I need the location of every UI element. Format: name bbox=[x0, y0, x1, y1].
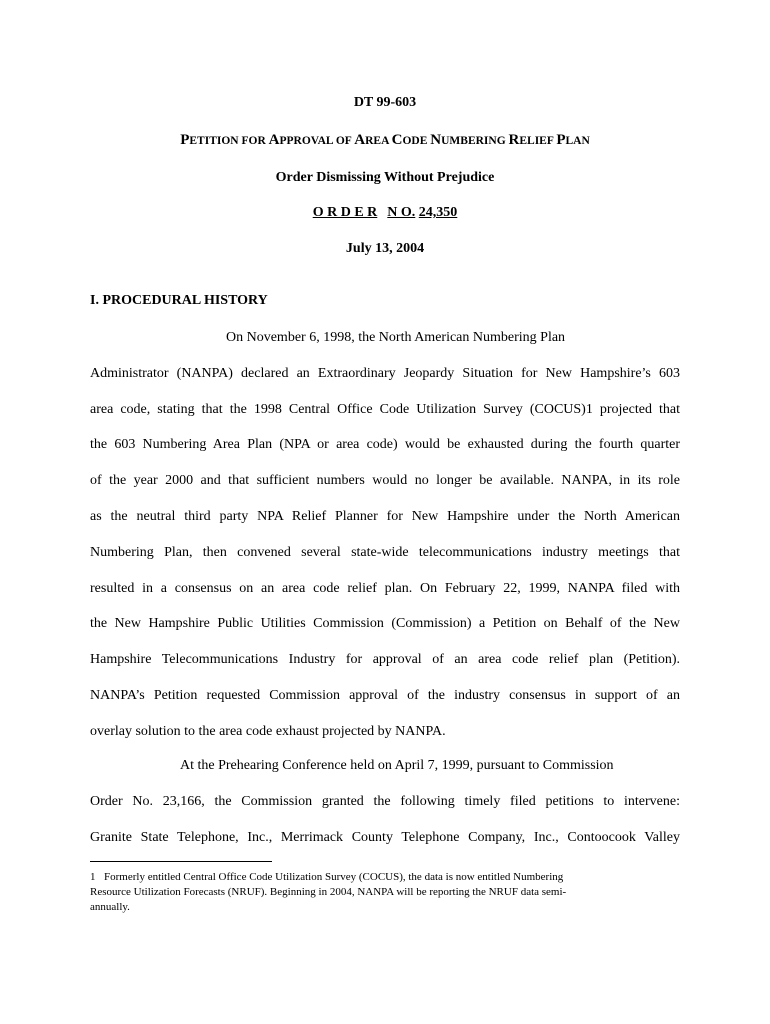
text-line: as the neutral third party NPA Relief Planner for New Hampshire under the North American bbox=[90, 508, 680, 524]
order-number: 24,350 bbox=[418, 205, 458, 220]
footnote-line: annually. bbox=[90, 901, 130, 913]
text-line: Hampshire Telecommunications Industry for approval of an area code relief plan (Petition). bbox=[90, 652, 680, 668]
text-line: of the year 2000 and that sufficient numbers would no longer be available. NANPA, in its role bbox=[90, 473, 680, 489]
text-line: Administrator (NANPA) declared an Extraordinary Jeopardy Situation for New Hampshire’s 603 bbox=[90, 365, 680, 381]
no-word: N O. bbox=[387, 205, 416, 220]
text-line: Granite State Telephone, Inc., Merrimack County Telephone Company, Inc., Contoocook Valley bbox=[90, 829, 680, 845]
text-line: Order No. 23,166, the Commission granted the following timely filed petitions to intervene: bbox=[90, 793, 680, 809]
footnote-line: 1 Formerly entitled Central Office Code Utilization Survey (COCUS), the data is now entitled Numbering bbox=[90, 871, 564, 883]
text-line: resulted in a consensus on an area code relief plan. On February 22, 1999, NANPA filed with bbox=[90, 580, 680, 596]
footnote-line: Resource Utilization Forecasts (NRUF). Beginning in 2004, NANPA will be reporting the NRUF data semi- bbox=[90, 886, 567, 898]
text-line: the New Hampshire Public Utilities Commission (Commission) a Petition on Behalf of the New bbox=[90, 616, 680, 632]
footnote-number: 1 bbox=[90, 871, 96, 883]
text-line: overlay solution to the area code exhaust projected by NANPA. bbox=[90, 723, 446, 739]
text-line: On November 6, 1998, the North American Numbering Plan bbox=[226, 330, 566, 345]
footnote-separator bbox=[90, 861, 272, 862]
text-line: Numbering Plan, then convened several state-wide telecommunications industry meetings that bbox=[90, 544, 680, 560]
order-number-line bbox=[0, 205, 770, 221]
footnote bbox=[90, 870, 645, 915]
docket-number: DT 99-603 bbox=[353, 95, 417, 110]
order-word: O R D E R bbox=[312, 205, 378, 220]
paragraph-procedural-history-2 bbox=[90, 748, 680, 855]
text-line: the 603 Numbering Area Plan (NPA or area code) would be exhausted during the fourth quarter bbox=[90, 437, 680, 453]
text-line: area code, stating that the 1998 Central Office Code Utilization Survey (COCUS)1 projected that bbox=[90, 401, 680, 417]
order-date: July 13, 2004 bbox=[345, 241, 425, 256]
text-line: NANPA’s Petition requested Commission approval of the industry consensus in support of an bbox=[90, 687, 680, 703]
paragraph-procedural-history-1 bbox=[90, 320, 680, 750]
text-line: At the Prehearing Conference held on April 7, 1999, pursuant to Commission bbox=[180, 758, 614, 773]
order-subtitle: Order Dismissing Without Prejudice bbox=[275, 170, 495, 185]
document-title: PETITION FOR APPROVAL OF AREA CODE NUMBERING RELIEF PLAN bbox=[180, 132, 590, 148]
section-heading: I. PROCEDURAL HISTORY bbox=[90, 293, 268, 308]
